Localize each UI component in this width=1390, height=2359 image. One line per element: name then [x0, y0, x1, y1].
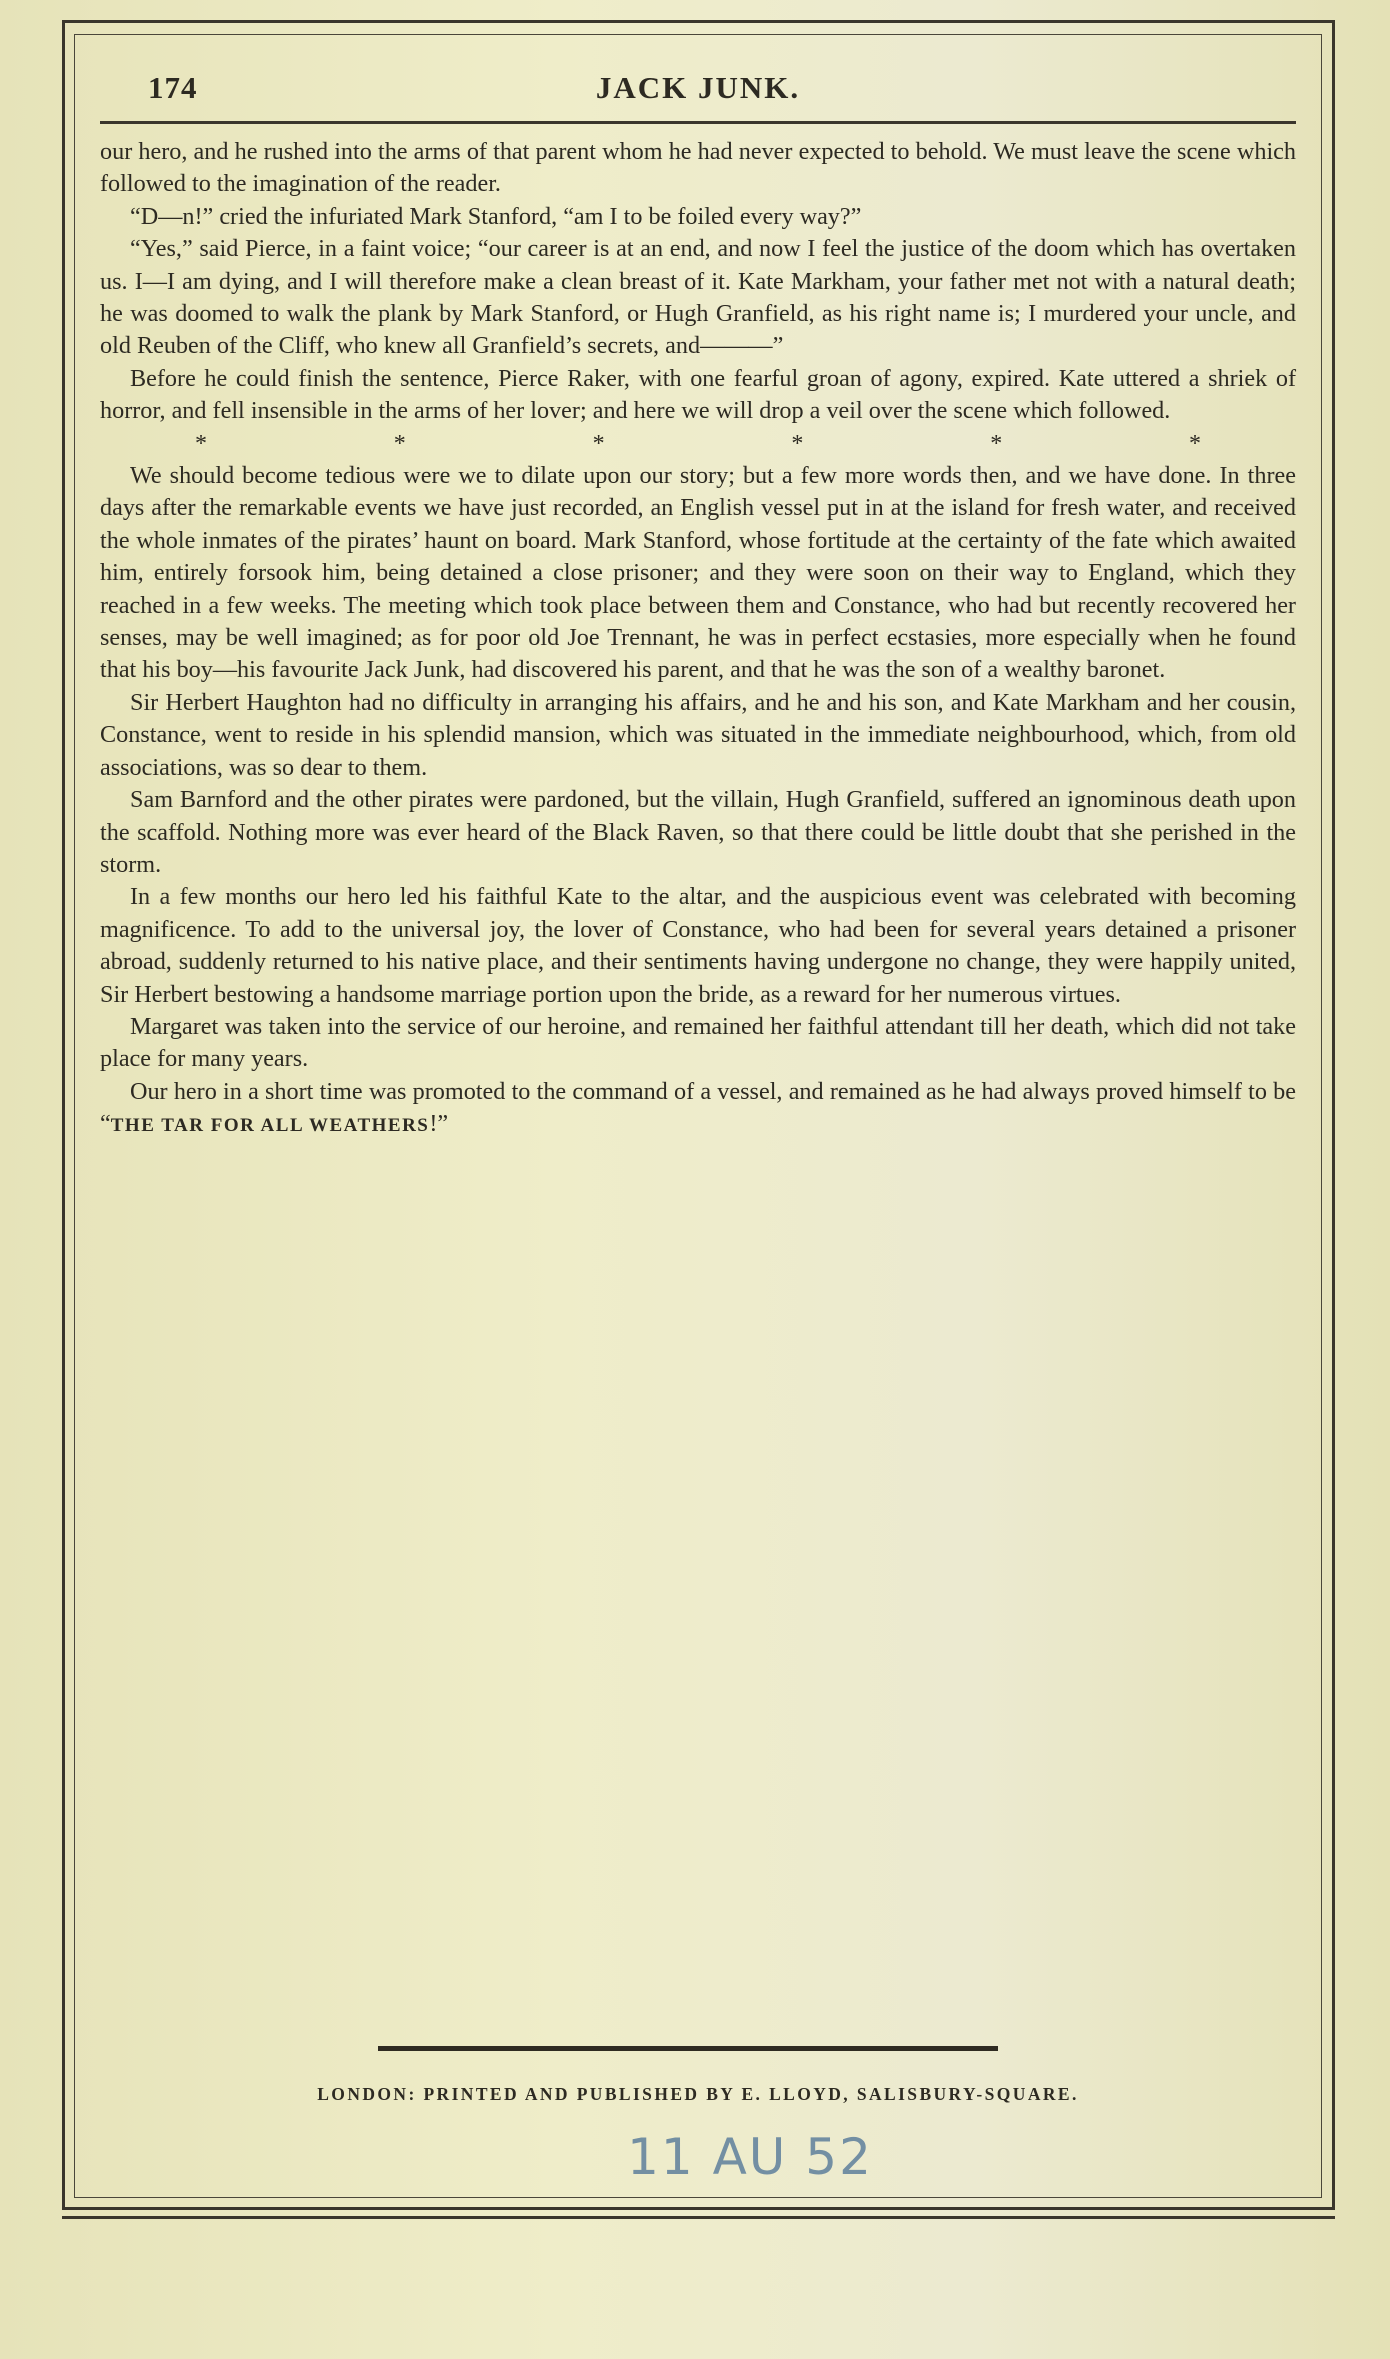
paragraph: Sam Barnford and the other pirates were pardoned, but the villain, Hugh Granfield, suffered an ignominous death upon the scaffold. Nothing more was ever heard of the Black Raven, so that there could be little doubt that she perished in the storm.	[100, 786, 1296, 878]
star: *	[990, 430, 1003, 457]
imprint: LONDON: PRINTED AND PUBLISHED BY E. LLOYD, SALISBURY-SQUARE.	[317, 2084, 1079, 2104]
page-header	[100, 66, 1296, 114]
paragraph: Before he could finish the sentence, Pierce Raker, with one fearful groan of agony, expired. Kate uttered a shriek of horror, and fell insensible in the arms of her lover; and here we will drop a veil over the scene which followed.	[100, 364, 1296, 425]
paragraph: “Yes,” said Pierce, in a faint voice; “our career is at an end, and now I feel the justice of the doom which has overtaken us. I—I am dying, and I will therefore make a clean breast of it. Kate Markham, your father met not with a natural death; he was doomed to walk the plank by Mark Stanford, or Hugh Granfield, as his right name is; I murdered your uncle, and old Reuben of the Cliff, who knew all Granfield’s secrets, and———”	[100, 235, 1296, 360]
star: *	[195, 430, 207, 457]
running-title: JACK JUNK.	[595, 70, 801, 105]
closing-emphasis: THE TAR FOR ALL WEATHERS	[110, 1115, 430, 1137]
closing-end: !”	[429, 1110, 449, 1138]
page-number: 174	[148, 70, 198, 105]
header-rule	[100, 121, 1296, 124]
section-break-stars	[100, 428, 1296, 460]
star: *	[393, 430, 406, 457]
body-text	[100, 136, 1296, 1143]
paragraph: “D—n!” cried the infuriated Mark Stanford, “am I to be foiled every way?”	[130, 202, 862, 230]
closing-text: Our hero in a short time was promoted to the command of a vessel, and remained as he had always proved himself to be “	[100, 1077, 1296, 1138]
star: *	[1188, 430, 1201, 457]
paragraph: In a few months our hero led his faithful Kate to the altar, and the auspicious event was celebrated with becoming magnificence. To add to the universal joy, the lover of Constance, who had been for several years detained a prisoner abroad, suddenly returned to his native place, and their sentiments having undergone no change, they were happily united, Sir Herbert bestowing a handsome marriage portion upon the bride, as a reward for her numerous virtues.	[100, 883, 1296, 1008]
footer-rule	[378, 2046, 998, 2051]
star: *	[592, 430, 605, 457]
date-stamp: 11 AU 52	[627, 2128, 873, 2186]
paragraph: our hero, and he rushed into the arms of that parent whom he had never expected to behold. We must leave the scene which followed to the imagination of the reader.	[100, 138, 1296, 198]
paragraph: We should become tedious were we to dilate upon our story; but a few more words then, and we have done. In three days after the remarkable events we have just recorded, an English vessel put in at the island for fresh water, and received the whole inmates of the pirates’ haunt on board. Mark Stanford, whose fortitude at the certainty of the fate which awaited him, entirely forsook him, being detained a close prisoner; and they were soon on their way to England, which they reached in a few weeks. The meeting which took place between them and Constance, who had but recently recovered her senses, may be well imagined; as for poor old Joe Trennant, he was in perfect ecstasies, more especially when he found that his boy—his favourite Jack Junk, had discovered his parent, and that he was the son of a wealthy baronet.	[100, 462, 1296, 684]
paragraph: Margaret was taken into the service of our heroine, and remained her faithful attendant till her death, which did not take place for many years.	[100, 1012, 1296, 1073]
star: *	[791, 430, 804, 457]
closing-paragraph	[100, 1076, 1296, 1143]
bottom-rule	[62, 2216, 1335, 2219]
paragraph: Sir Herbert Haughton had no difficulty in arranging his affairs, and he and his son, and Kate Markham and her cousin, Constance, went to reside in his splendid mansion, which was situated in the immediate neighbourhood, which, from old associations, was so dear to them.	[100, 688, 1296, 781]
